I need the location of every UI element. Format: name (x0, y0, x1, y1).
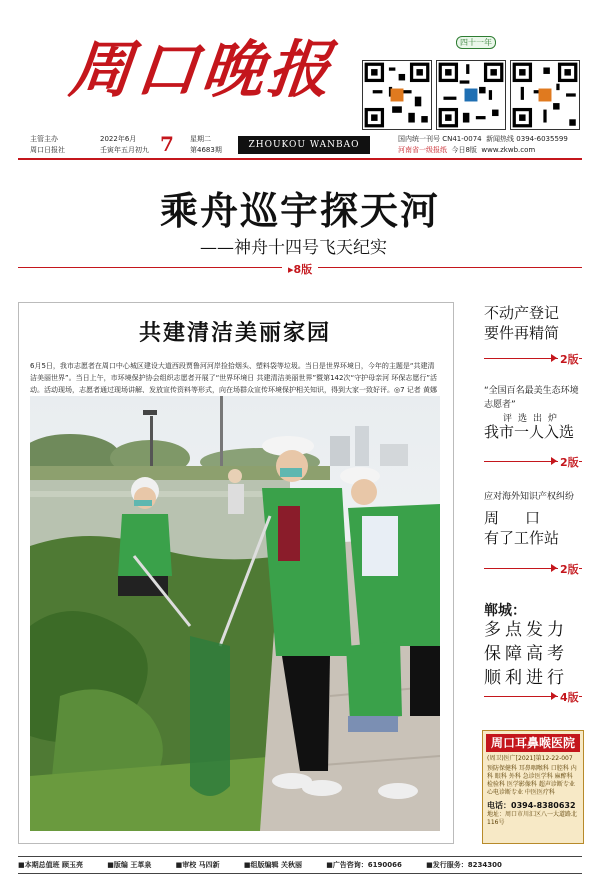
page-ref-2[interactable]: 2版 (560, 353, 579, 366)
photo-story-caption: 6月5日，我市志愿者在周口中心城区建设大道西段贾鲁河河岸捡拾烟头、塑料袋等垃圾。当日是世界环境日，今年的主题是“共建清洁美丽世界”。当日上午，市环境保护协会组织志愿者开展了“世界环境日 共建清洁美丽世界”暨第142次“守护母亲河 环保志愿行”活动。活动现场，志愿者通过现场讲解、发放宣传资料等形式，向在场群众宣传环境保护相关知识，得到大家一致好评。◎7 记者 黄娜 (30, 362, 438, 394)
footer-credits (18, 856, 582, 874)
headline-ip[interactable]: 周口 有了工作站 (484, 509, 567, 547)
footer-item: ■广告咨询：6190066 (326, 861, 402, 869)
ad-address: 地址：周口市川汇区八一大道路北116号 (487, 811, 578, 826)
qr-code[interactable] (510, 60, 580, 130)
photo-illustration (30, 396, 440, 831)
sponsor-info: 主管主办 周口日报社 (30, 135, 65, 154)
footer-item: ■审校 马四新 (175, 861, 220, 869)
ad-body: 预防保健科 耳鼻咽喉科 口腔科 内科 眼科 外科 急诊医学科 麻醉科 检验科 医学影像科 超声诊断专业 心电诊断专业 中医医疗科 (487, 765, 577, 796)
hospital-ad[interactable] (482, 730, 584, 844)
arrow-right-icon (551, 457, 557, 465)
footer-item: ■组版编辑 关秋丽 (243, 861, 302, 869)
arrow-right-icon (551, 692, 557, 700)
photo-story-title[interactable]: 共建清洁美丽家园 (138, 320, 331, 346)
ad-license: (周卫)医广[2021]第12-22-007 (487, 755, 573, 762)
date-info: 2022年6月 壬寅年五月初九 (100, 135, 149, 154)
headline-real-estate[interactable]: 不动产登记 要件再精简 (484, 304, 560, 342)
headline-volunteer-sub[interactable]: 我市一人入选 (484, 423, 575, 441)
anniversary-badge: 四十一年 (456, 36, 496, 49)
headline-volunteer[interactable]: “全国百名最美生态环境志愿者” 评选出炉 (484, 386, 579, 424)
page-ref-2[interactable]: 2版 (560, 456, 579, 469)
qr-code[interactable] (362, 60, 432, 130)
ad-phone: 电话：0394-8380632 (487, 801, 576, 810)
volunteers-cleanup-photo[interactable] (30, 396, 440, 831)
date-day: 7 (160, 132, 174, 156)
headline-page-ref[interactable]: ▸8版 (282, 261, 318, 277)
masthead-pinyin: ZHOUKOU WANBAO (238, 136, 370, 154)
arrow-right-icon (551, 564, 557, 572)
lead-subheadline: ——神舟十四号飞天纪实 (200, 238, 387, 258)
headline-dancheng[interactable]: 多点发力 保障高考 顺利进行 (484, 620, 568, 688)
page-ref-4[interactable]: 4版 (560, 691, 579, 704)
qr-code-icon (363, 61, 431, 129)
masthead-rule (18, 158, 582, 160)
headline-ip-kicker[interactable]: 应对海外知识产权纠纷 (484, 492, 575, 502)
footer-item: ■本期总值班 顾玉亮 (18, 861, 84, 869)
publication-info: 国内统一刊号 CN41-0074 新闻热线 0394-6035599 河南省一级报纸 今日8版 www.zkwb.com (398, 135, 568, 154)
newspaper-logo: 周口晚报 (66, 33, 338, 106)
headline-dancheng-kicker[interactable]: 郸城： (484, 603, 526, 619)
arrow-right-icon (551, 354, 557, 362)
ad-title: 周口耳鼻喉医院 (486, 734, 580, 752)
qr-code-icon (511, 61, 579, 129)
qr-code-icon (437, 61, 505, 129)
qr-code[interactable] (436, 60, 506, 130)
arrow-right-icon: ▸ (288, 263, 294, 276)
weekday-info: 星期二 第4683期 (190, 135, 222, 154)
footer-item: ■版编 王革泉 (107, 861, 152, 869)
footer-item: ■发行服务：8234300 (426, 861, 502, 869)
lead-headline[interactable]: 乘舟巡宇探天河 (159, 188, 440, 233)
page-ref-2[interactable]: 2版 (560, 563, 579, 576)
